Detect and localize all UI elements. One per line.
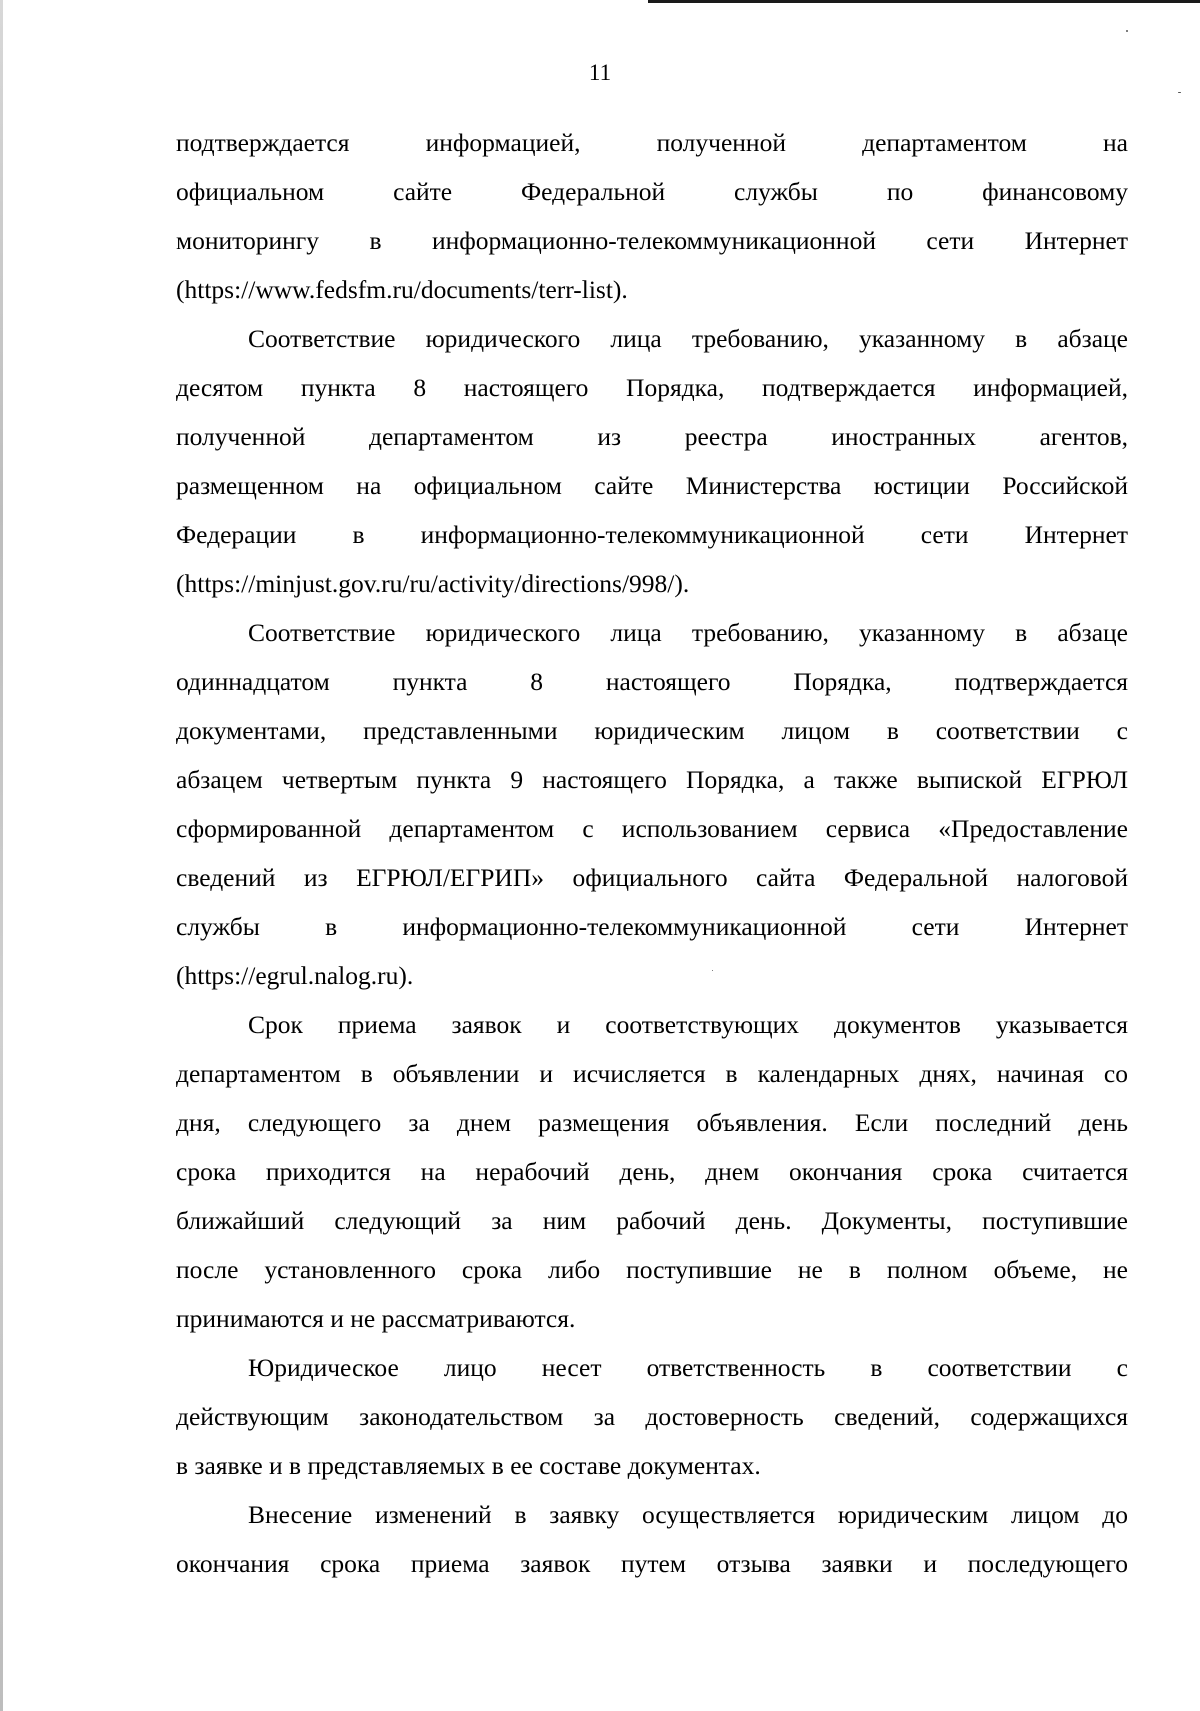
text-line: размещенном на официальном сайте Министерства юстиции Российской: [176, 471, 1128, 500]
text-line: Внесение изменений в заявку осуществляется юридическим лицом до: [248, 1500, 1128, 1529]
text-line: абзацем четвертым пункта 9 настоящего Порядка, а также выпиской ЕГРЮЛ: [176, 765, 1128, 794]
paragraph: [176, 608, 1128, 1000]
text-line: официальном сайте Федеральной службы по финансовому: [176, 177, 1128, 206]
paragraph: [176, 1490, 1128, 1588]
text-line: Соответствие юридического лица требованию, указанному в абзаце: [248, 324, 1128, 353]
text-line: десятом пункта 8 настоящего Порядка, подтверждается информацией,: [176, 373, 1128, 402]
text-line: Федерации в информационно-телекоммуникационной сети Интернет: [176, 520, 1128, 549]
text-line: департаментом в объявлении и исчисляется в календарных днях, начиная со: [176, 1059, 1128, 1088]
text-line: Срок приема заявок и соответствующих документов указывается: [248, 1010, 1128, 1039]
text-line: (https://www.fedsfm.ru/documents/terr-list).: [176, 275, 628, 304]
text-line: после установленного срока либо поступившие не в полном объеме, не: [176, 1255, 1128, 1284]
scan-speck: [1178, 92, 1181, 93]
text-line: полученной департаментом из реестра иностранных агентов,: [176, 422, 1128, 451]
text-line: действующим законодательством за достоверность сведений, содержащихся: [176, 1402, 1128, 1431]
text-line: сформированной департаментом с использованием сервиса «Предоставление: [176, 814, 1128, 843]
text-line: сведений из ЕГРЮЛ/ЕГРИП» официального сайта Федеральной налоговой: [176, 863, 1128, 892]
scan-speck: [1126, 30, 1128, 32]
text-line: службы в информационно-телекоммуникационной сети Интернет: [176, 912, 1128, 941]
text-line: документами, представленными юридическим лицом в соответствии с: [176, 716, 1128, 745]
text-line: в заявке и в представляемых в ее составе документах.: [176, 1451, 761, 1480]
paragraph: [176, 1343, 1128, 1490]
scan-top-rule: [648, 0, 1200, 3]
text-line: одиннадцатом пункта 8 настоящего Порядка, подтверждается: [176, 667, 1128, 696]
text-line: Соответствие юридического лица требованию, указанному в абзаце: [248, 618, 1128, 647]
text-line: принимаются и не рассматриваются.: [176, 1304, 576, 1333]
text-line: окончания срока приема заявок путем отзыва заявки и последующего: [176, 1549, 1128, 1578]
text-line: (https://egrul.nalog.ru).: [176, 961, 414, 990]
document-body: [176, 118, 1128, 1588]
text-line: подтверждается информацией, полученной департаментом на: [176, 128, 1128, 157]
paragraph: [176, 118, 1128, 314]
text-line: (https://minjust.gov.ru/ru/activity/directions/998/).: [176, 569, 690, 598]
paragraph: [176, 314, 1128, 608]
text-line: ближайший следующий за ним рабочий день. Документы, поступившие: [176, 1206, 1128, 1235]
text-line: Юридическое лицо несет ответственность в соответствии с: [248, 1353, 1128, 1382]
text-line: дня, следующего за днем размещения объявления. Если последний день: [176, 1108, 1128, 1137]
page-number: 11: [588, 60, 612, 85]
text-line: срока приходится на нерабочий день, днем окончания срока считается: [176, 1157, 1128, 1186]
scan-left-edge: [0, 0, 3, 1711]
paragraph: [176, 1000, 1128, 1343]
text-line: мониторингу в информационно-телекоммуникационной сети Интернет: [176, 226, 1128, 255]
